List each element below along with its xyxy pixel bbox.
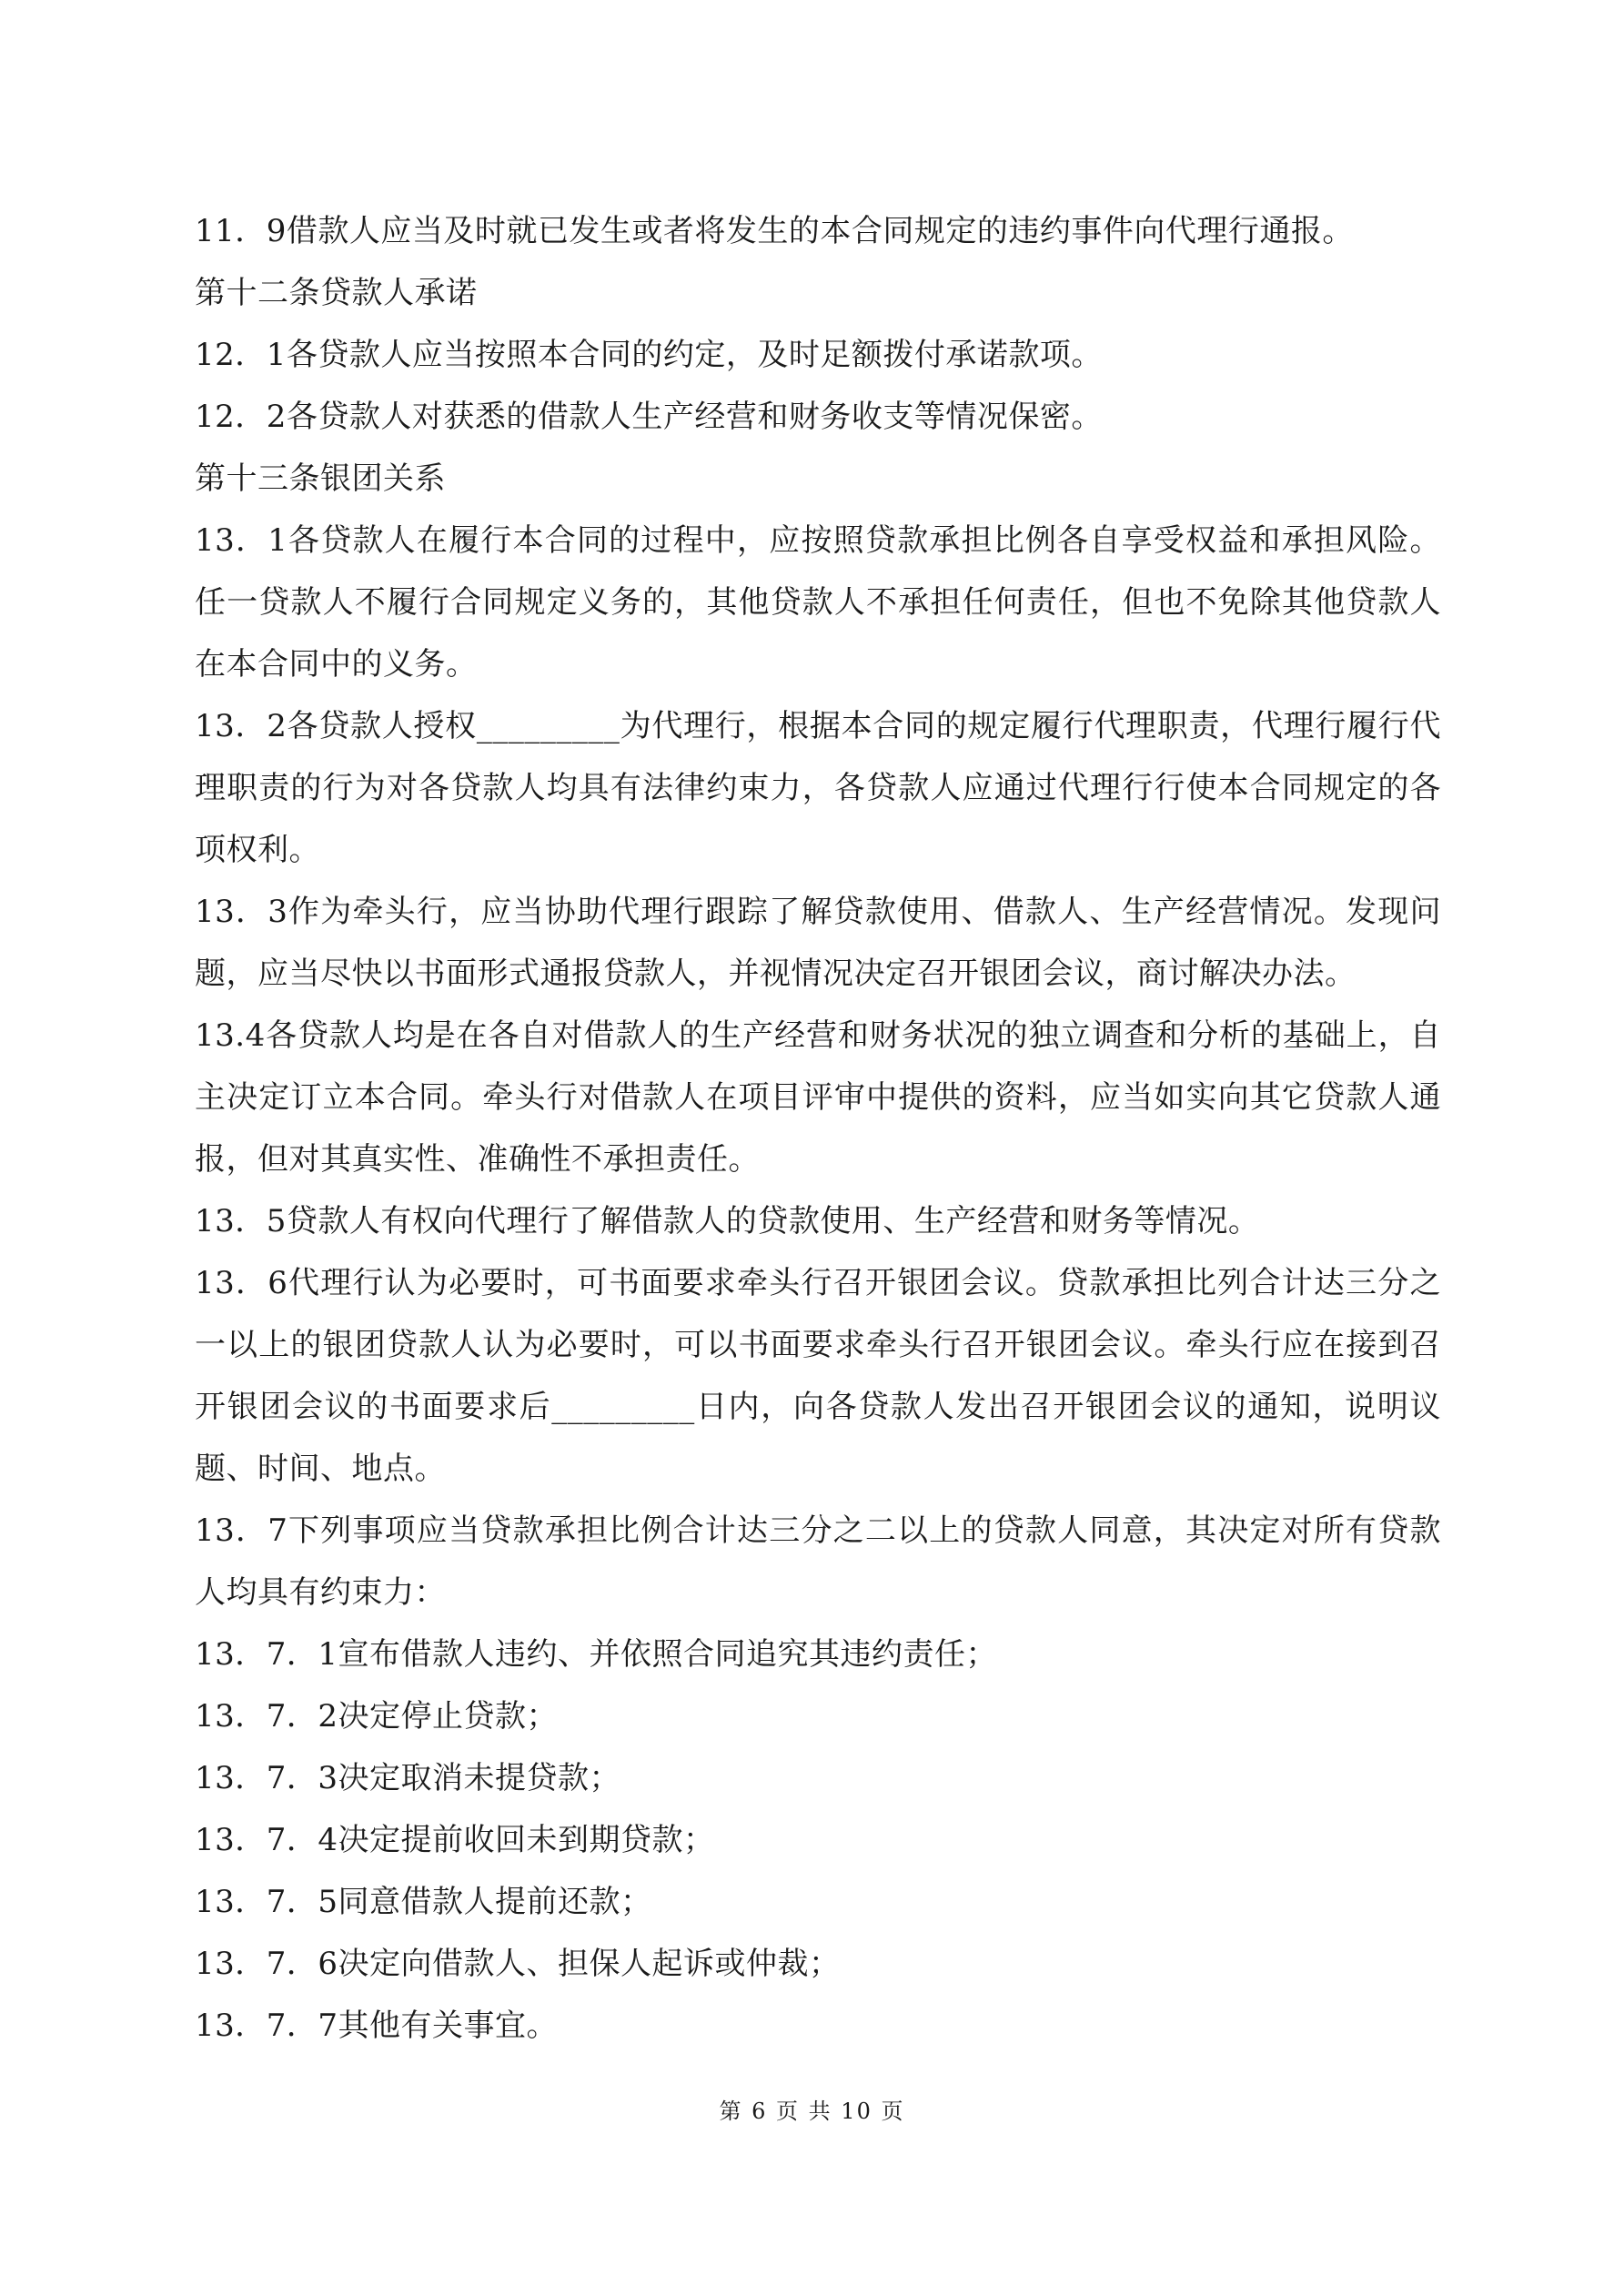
paragraph-13-7-6: 13．7．6决定向借款人、担保人起诉或仲裁； (195, 1946, 841, 1982)
paragraph-13-7-3: 13．7．3决定取消未提贷款； (195, 1760, 621, 1796)
paragraph-13-7-4: 13．7．4决定提前收回未到期贷款； (195, 1822, 715, 1858)
heading-article-12: 第十二条贷款人承诺 (195, 275, 478, 311)
paragraph-13-7-2: 13．7．2决定停止贷款； (195, 1698, 559, 1735)
paragraph-13-2: 13．2各贷款人授权_________为代理行，根据本合同的规定履行代理职责，代理行履行代理职责的行为对各贷款人均具有法律约束力，各贷款人应通过代理行行使本合同规定的各项权利。 (195, 708, 1441, 868)
paragraph-12-1: 12．1各贷款人应当按照本合同的约定，及时足额拨付承诺款项。 (195, 337, 1103, 373)
document-body (195, 200, 1441, 2057)
paragraph-13-4: 13.4各贷款人均是在各自对借款人的生产经营和财务状况的独立调查和分析的基础上，自主决定订立本合同。牵头行对借款人在项目评审中提供的资料，应当如实向其它贷款人通报，但对其真实性、准确性不承担责任。 (195, 1017, 1441, 1178)
paragraph-13-7-1: 13．7．1宣布借款人违约、并依照合同追究其违约责任； (195, 1636, 998, 1673)
page-number-footer: 第 6 页 共 10 页 (719, 2099, 905, 2124)
paragraph-13-1: 13．1各贷款人在履行本合同的过程中，应按照贷款承担比例各自享受权益和承担风险。任一贷款人不履行合同规定义务的，其他贷款人不承担任何责任，但也不免除其他贷款人在本合同中的义务。 (195, 522, 1441, 683)
paragraph-13-7: 13．7下列事项应当贷款承担比例合计达三分之二以上的贷款人同意，其决定对所有贷款人均具有约束力： (195, 1512, 1441, 1611)
paragraph-13-3: 13．3作为牵头行，应当协助代理行跟踪了解贷款使用、借款人、生产经营情况。发现问题，应当尽快以书面形式通报贷款人，并视情况决定召开银团会议，商讨解决办法。 (195, 894, 1441, 992)
paragraph-12-2: 12．2各贷款人对获悉的借款人生产经营和财务收支等情况保密。 (195, 399, 1103, 435)
paragraph-13-5: 13．5贷款人有权向代理行了解借款人的贷款使用、生产经营和财务等情况。 (195, 1203, 1260, 1239)
paragraph-13-7-5: 13．7．5同意借款人提前还款； (195, 1884, 652, 1920)
paragraph-13-7-7: 13．7．7其他有关事宜。 (195, 2008, 559, 2044)
heading-article-13: 第十三条银团关系 (195, 460, 446, 497)
paragraph-13-6: 13．6代理行认为必要时，可书面要求牵头行召开银团会议。贷款承担比列合计达三分之一以上的银团贷款人认为必要时，可以书面要求牵头行召开银团会议。牵头行应在接到召开银团会议的书面要求后_________日内，向各贷款人发出召开银团会议的通知，说明议题、时间、地点。 (195, 1265, 1441, 1487)
paragraph-11-9: 11．9借款人应当及时就已发生或者将发生的本合同规定的违约事件向代理行通报。 (195, 213, 1354, 249)
